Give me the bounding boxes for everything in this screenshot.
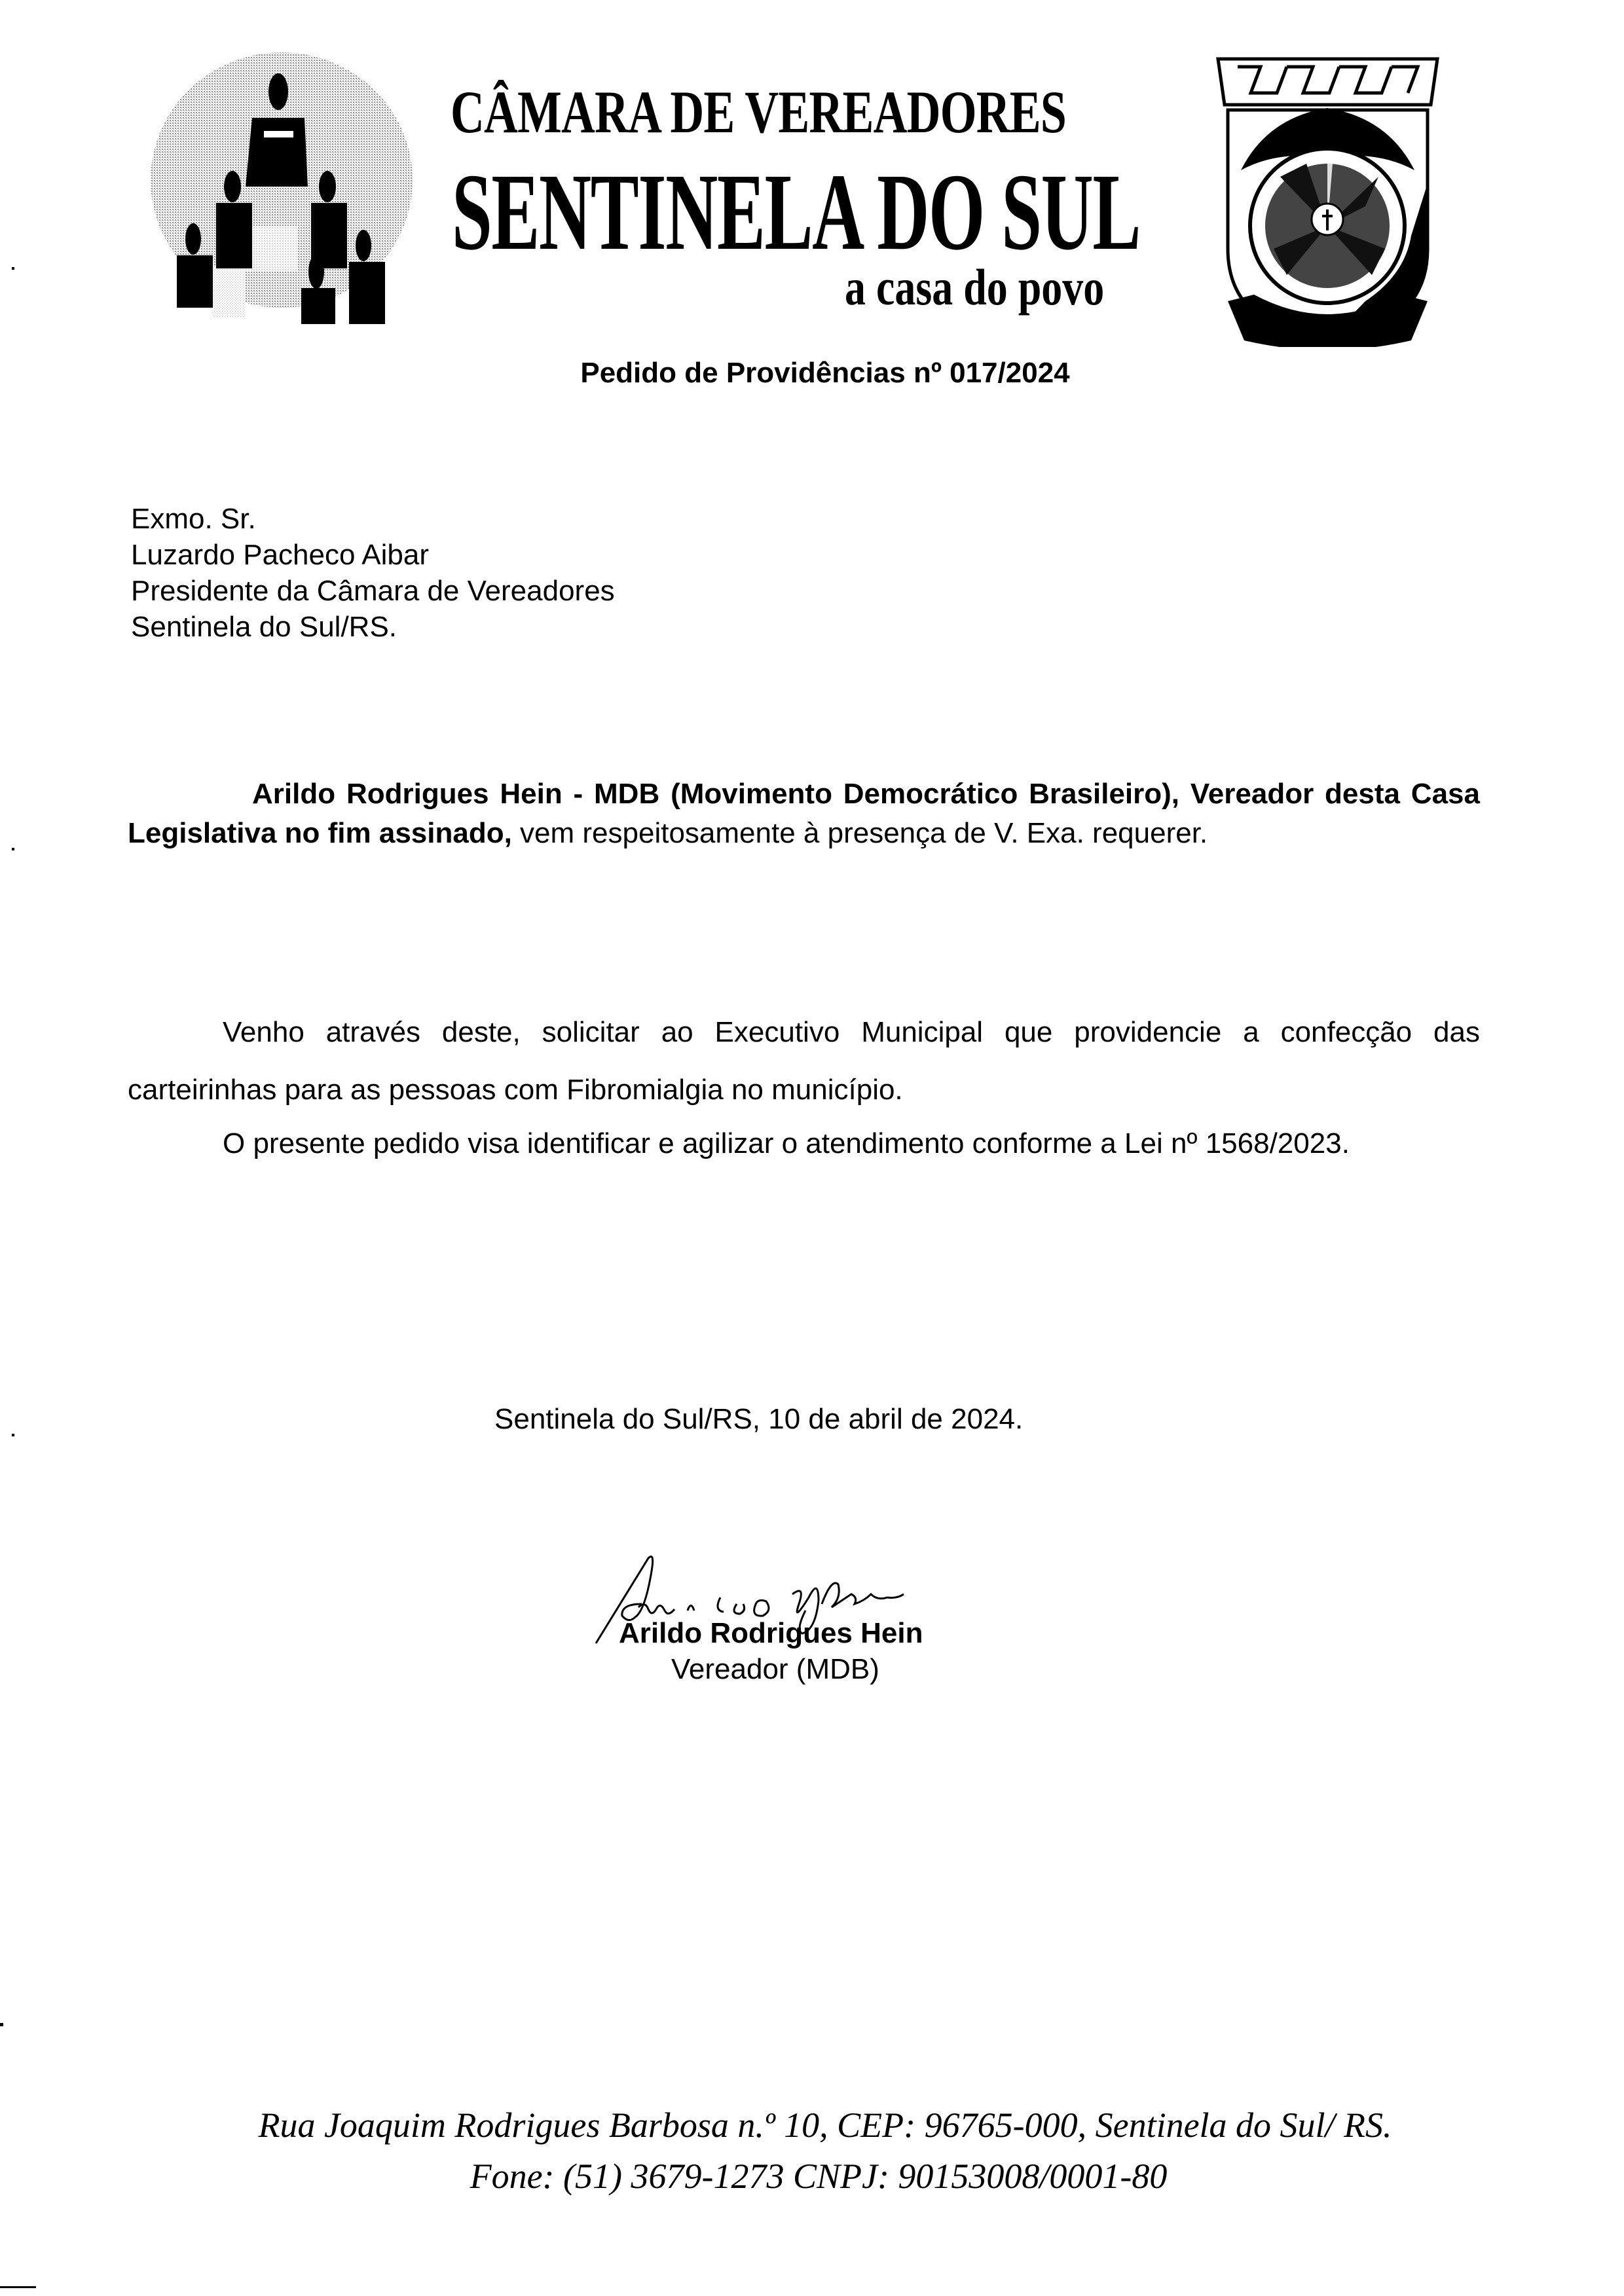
addressee-block [131, 501, 615, 645]
addressee-location: Sentinela do Sul/RS. [131, 611, 397, 643]
signer-role: Vereador (MDB) [671, 1653, 879, 1685]
addressee-name: Luzardo Pacheco Aibar [131, 539, 429, 571]
request-paragraph: Venho através deste, solicitar ao Executivo Municipal que providencie a confecção das carteirinhas para as pessoas com Fibromialgia no município. [128, 1016, 1480, 1106]
scan-artifact-mark [0, 2023, 3, 2026]
people-logo-icon [141, 49, 429, 324]
addressee-salutation: Exmo. Sr. [131, 503, 256, 535]
requester-identification: Arildo Rodrigues Hein - MDB (Movimento Democrático Brasileiro), Vereador desta Casa Legislativa no fim assinado, [128, 778, 1480, 849]
date-line: Sentinela do Sul/RS, 10 de abril de 2024. [494, 1403, 1024, 1435]
letterhead-slogan: a casa do povo [845, 259, 1105, 316]
intro-request-text: vem respeitosamente à presença de V. Exa. requerer. [511, 817, 1208, 849]
handwritten-signature-icon [583, 1539, 1002, 1669]
document-title: Pedido de Providências nº 017/2024 [580, 357, 1070, 389]
letterhead-title: CÂMARA DE VEREADORES [451, 79, 1066, 145]
scan-artifact-mark [12, 267, 14, 270]
letterhead-municipality: SENTINELA DO SUL [452, 151, 1141, 273]
coat-of-arms-icon [1215, 52, 1441, 347]
addressee-title: Presidente da Câmara de Vereadores [131, 575, 615, 607]
justification-paragraph: O presente pedido visa identificar e agilizar o atendimento conforme a Lei nº 1568/2023. [223, 1127, 1350, 1159]
scan-artifact-line [0, 2286, 36, 2288]
footer-contact: Fone: (51) 3679-1273 CNPJ: 90153008/0001-80 [470, 2157, 1168, 2196]
signer-name: Arildo Rodrigues Hein [619, 1617, 923, 1649]
footer-address: Rua Joaquim Rodrigues Barbosa n.º 10, CEP: 96765-000, Sentinela do Sul/ RS. [258, 2105, 1392, 2145]
intro-paragraph [128, 774, 1480, 853]
scan-artifact-mark [12, 1434, 14, 1436]
scan-artifact-mark [12, 848, 14, 850]
